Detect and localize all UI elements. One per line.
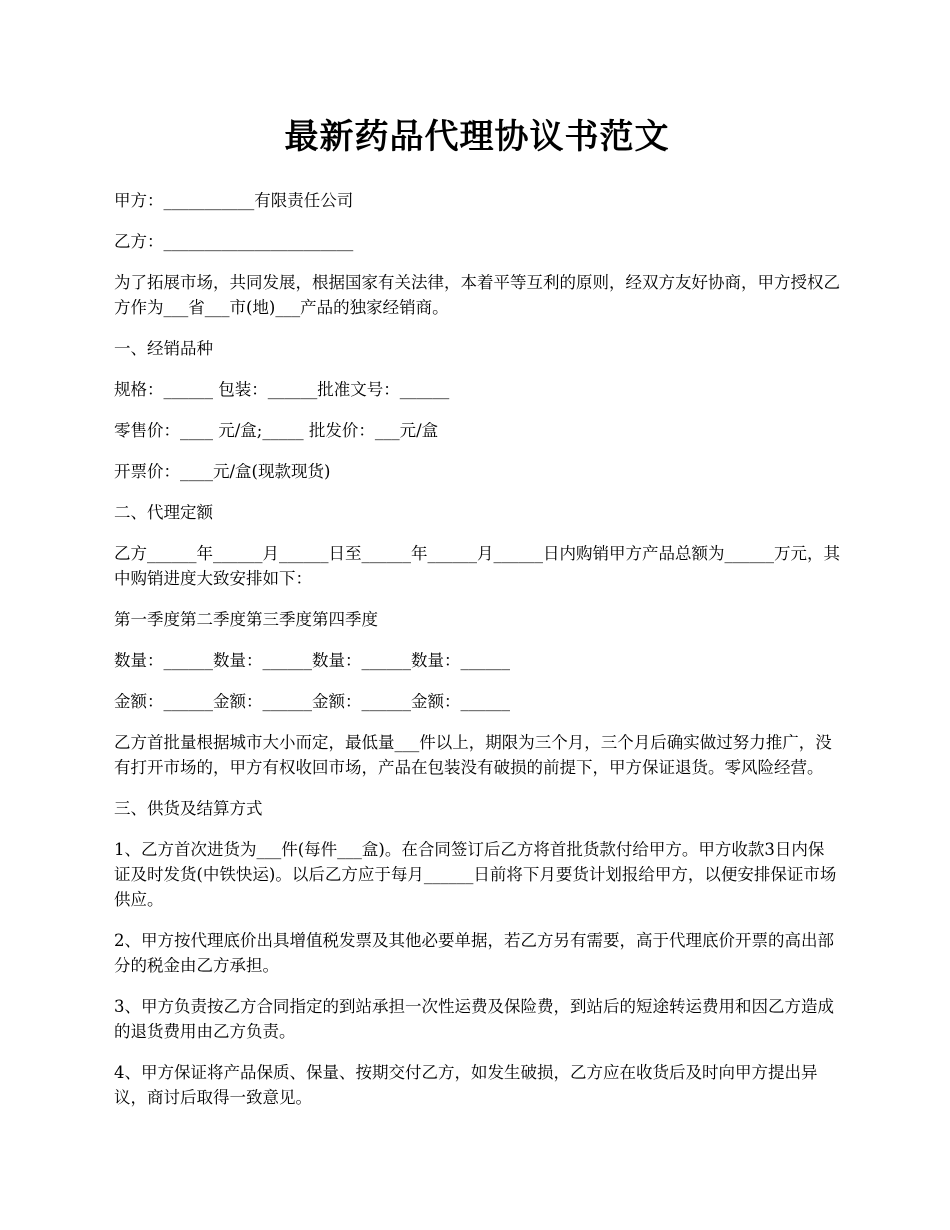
section-heading-supply: 三、供货及结算方式 bbox=[114, 799, 263, 818]
section-heading-products: 一、经销品种 bbox=[114, 339, 213, 358]
spec-line: 规格：______ 包装：______批准文号：______ bbox=[114, 380, 450, 399]
quota-paragraph: 乙方______年______月______日至______年______月______日内购销甲方产品总额为______万元，其中购销进度大致安排如下： bbox=[114, 544, 840, 588]
clause-4: 4、甲方保证将产品保质、保量、按期交付乙方，如发生破损，乙方应在收货后及时向甲方提出异议，商讨后取得一致意见。 bbox=[114, 1063, 818, 1107]
clause-3: 3、甲方负责按乙方合同指定的到站承担一次性运费及保险费，到站后的短途转运费用和因乙方造成的退货费用由乙方负责。 bbox=[114, 997, 834, 1041]
document-title: 最新药品代理协议书范文 bbox=[284, 117, 670, 157]
quantity-line: 数量：______数量：______数量：______数量：______ bbox=[114, 651, 510, 670]
amount-line: 金额：______金额：______金额：______金额：______ bbox=[114, 692, 510, 711]
clause-1: 1、乙方首次进货为___件(每件___盒)。在合同签订后乙方将首批货款付给甲方。甲方收款3日内保证及时发货(中铁快运)。以后乙方应于每月______日前将下月要货计划报给甲方，以便安排保证市场供应。 bbox=[114, 840, 837, 909]
price-line: 零售价：____ 元/盒;_____ 批发价：___元/盒 bbox=[114, 421, 439, 440]
intro-paragraph: 为了拓展市场，共同发展，根据国家有关法律，本着平等互利的原则，经双方友好协商，甲方授权乙方作为___省___市(地)___产品的独家经销商。 bbox=[114, 273, 840, 317]
section-heading-quota: 二、代理定额 bbox=[114, 503, 213, 522]
document-page bbox=[114, 112, 840, 1126]
invoice-price-line: 开票价：____元/盒(现款现货) bbox=[114, 462, 331, 481]
first-batch-paragraph: 乙方首批量根据城市大小而定，最低量___件以上，期限为三个月，三个月后确实做过努力推广，没有打开市场的，甲方有权收回市场，产品在包装没有破损的前提下，甲方保证退货。零风险经营。 bbox=[114, 733, 832, 777]
clause-2: 2、甲方按代理底价出具增值税发票及其他必要单据，若乙方另有需要，高于代理底价开票的高出部分的税金由乙方承担。 bbox=[114, 931, 834, 975]
quarters-line: 第一季度第二季度第三季度第四季度 bbox=[114, 610, 378, 629]
party-b-line: 乙方：_______________________ bbox=[114, 232, 354, 251]
party-a-line: 甲方：___________有限责任公司 bbox=[114, 191, 354, 210]
